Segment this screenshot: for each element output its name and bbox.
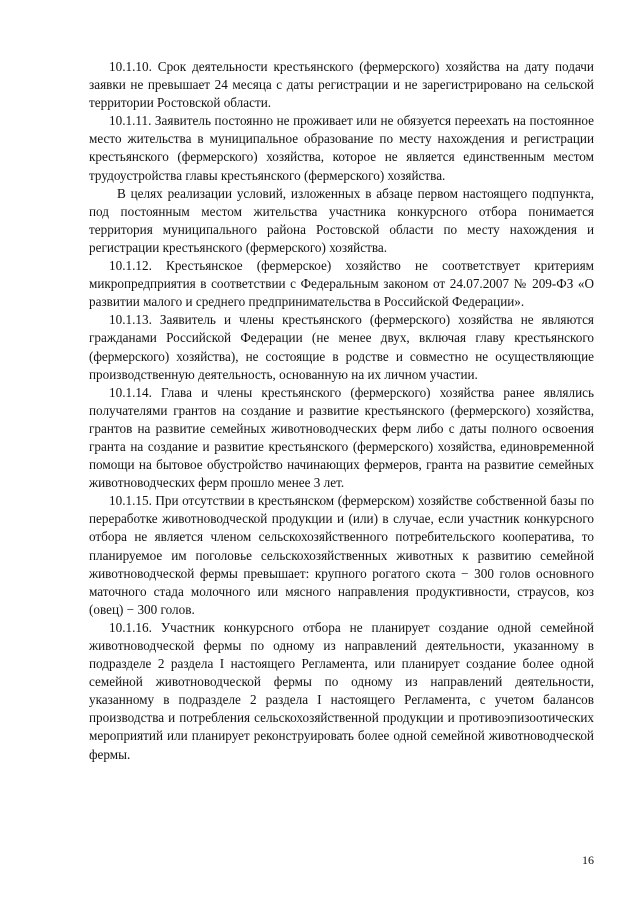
paragraph-10-1-10: 10.1.10. Срок деятельности крестьянского (фермерского) хозяйства на дату подачи заявки не превышает 24 месяца с даты регистрации и не зарегистрировано на сельской территории Ростовской области. (89, 59, 594, 111)
document-body (89, 58, 594, 764)
page-number: 16 (582, 853, 594, 867)
paragraph-10-1-16: 10.1.16. Участник конкурсного отбора не планирует создание одной семейной животноводческой фермы по одному из направлений деятельности, указанному в подразделе 2 раздела I настоящего Регламента, или планирует создание более одной семейной животноводческой фермы по одному из направлений деятельности, указанному в подразделе 2 раздела I настоящего Регламента, с учетом балансов производства и потребления сельскохозяйственной продукции и противоэпизоотических мероприятий или планирует реконструировать более одной семейной животноводческой фермы. (89, 619, 594, 762)
paragraph-10-1-11-clarification: В целях реализации условий, изложенных в абзаце первом настоящего подпункта, под постоянным местом жительства участника конкурсного отбора понимается территория муниципального района Ростовской области по месту нахождения и регистрации крестьянского (фермерского) хозяйства. (89, 185, 594, 255)
paragraph-10-1-13: 10.1.13. Заявитель и члены крестьянского (фермерского) хозяйства не являются гражданами Российской Федерации (не менее двух, включая главу крестьянского (фермерского) хозяйства), не состоящие в родстве и совместно не осуществляющие производственную деятельность, основанную на их личном участии. (89, 312, 594, 382)
paragraph-10-1-12: 10.1.12. Крестьянское (фермерское) хозяйство не соответствует критериям микропредприятия в соответствии с Федеральным законом от 24.07.2007 № 209-ФЗ «О развитии малого и среднего предпринимательства в Российской Федерации». (89, 258, 594, 310)
paragraph-10-1-14: 10.1.14. Глава и члены крестьянского (фермерского) хозяйства ранее являлись получателями грантов на создание и развитие крестьянского (фермерского) хозяйства, грантов на развитие семейных животноводческих ферм либо с даты полного освоения гранта на создание и развитие крестьянского (фермерского) хозяйства, единовременной помощи на бытовое обустройство начинающих фермеров, гранта на развитие семейных животноводческих ферм прошло менее 3 лет. (89, 384, 594, 491)
paragraph-10-1-11: 10.1.11. Заявитель постоянно не проживает или не обязуется переехать на постоянное место жительства в муниципальное образование по месту нахождения и регистрации крестьянского (фермерского) хозяйства, которое не является единственным местом трудоустройства главы крестьянского (фермерского) хозяйства. (89, 113, 594, 183)
paragraph-10-1-15: 10.1.15. При отсутствии в крестьянском (фермерском) хозяйстве собственной базы по переработке животноводческой продукции и (или) в случае, если участник конкурсного отбора не является членом сельскохозяйственного потребительского кооператива, то планируемое им поголовье сельскохозяйственных животных к развитию семейной животноводческой фермы превышает: крупного рогатого скота − 300 голов основного маточного стада молочного или мясного направления продуктивности, страусов, коз (овец) − 300 голов. (89, 493, 594, 617)
